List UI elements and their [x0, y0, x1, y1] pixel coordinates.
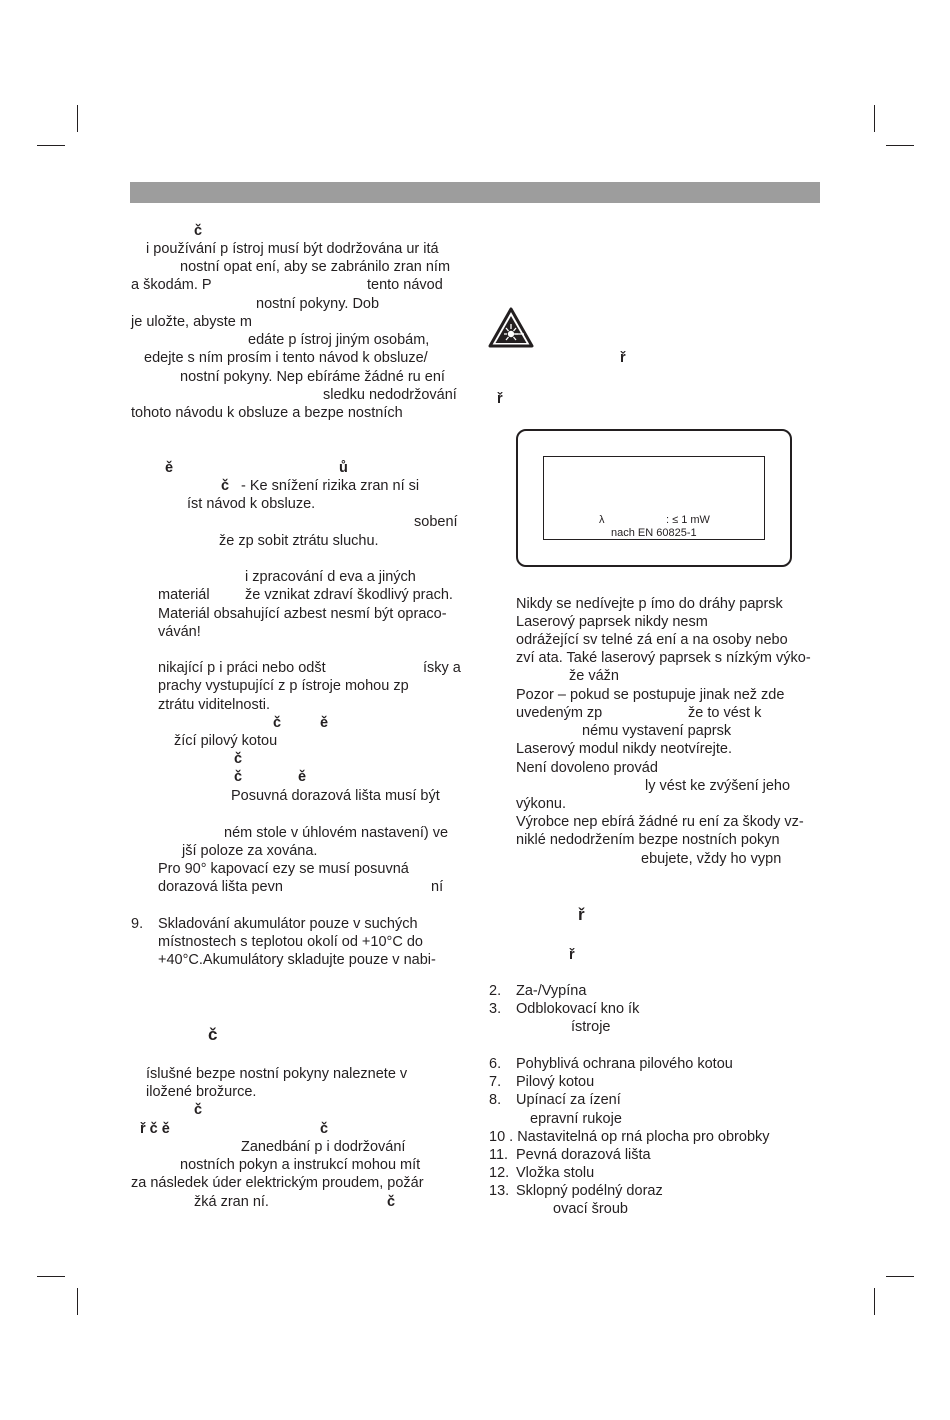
left-text-line: č [221, 478, 230, 494]
left-text-line: Materiál obsahující azbest nesmí být opraco- [158, 606, 447, 622]
left-text-line: tohoto návodu k obsluze a bezpe nostních [131, 405, 403, 421]
left-text-line: dorazová lišta pevn [158, 879, 283, 895]
crop-mark [886, 1276, 914, 1277]
crop-mark [874, 1288, 875, 1315]
left-text-line: nostní opat ení, aby se zabránilo zran ním [180, 259, 451, 275]
left-text-line: Zanedbání p i dodržování [241, 1139, 406, 1155]
right-text-line: Laserový modul nikdy neotvírejte. [516, 741, 732, 757]
right-text-line: 2. [489, 983, 502, 999]
left-text-line: ísky a [423, 660, 461, 676]
left-text-line: ř č ě [140, 1121, 170, 1137]
right-text-line: 7. [489, 1074, 502, 1090]
right-text-line: Pozor – pokud se postupuje jinak než zde [516, 687, 785, 703]
left-text-line: ní [431, 879, 444, 895]
left-text-line: nikající p i práci nebo odšt [158, 660, 326, 676]
left-text-line: ném stole v úhlovém nastavení) ve [224, 825, 449, 841]
crop-mark [77, 1288, 78, 1315]
laser-power-value: : ≤ 1 mW [666, 514, 710, 526]
left-text-line: č [273, 715, 282, 731]
right-text-line: ebujete, vždy ho vypn [641, 851, 782, 867]
left-text-line: za následek úder elektrickým proudem, požár [131, 1175, 424, 1191]
left-text-line: č [194, 223, 203, 239]
laser-wavelength-symbol: λ [599, 514, 605, 526]
left-text-line: edejte s ním prosím i tento návod k obsluze/ [144, 350, 428, 366]
left-text-line: nostní pokyny. Nep ebíráme žádné ru ení [180, 369, 445, 385]
crop-mark [37, 1276, 65, 1277]
left-text-line: i používání p ístroj musí být dodržována ur itá [146, 241, 439, 257]
crop-mark [886, 145, 914, 146]
right-text-line: ístroje [571, 1019, 611, 1035]
right-text-line: Vložka stolu [516, 1165, 595, 1181]
right-text-line: 6. [489, 1056, 502, 1072]
right-text-line: 13. [489, 1183, 510, 1199]
right-text-line: ř [569, 947, 575, 963]
laser-warning-icon [488, 307, 534, 349]
left-text-line: sledku nedodržování [323, 387, 457, 403]
right-text-line: že to vést k [688, 705, 762, 721]
left-text-line: Pro 90° kapovací ezy se musí posuvná [158, 861, 409, 877]
crop-mark [77, 105, 78, 132]
right-text-line: nému vystavení paprsk [582, 723, 732, 739]
right-text-line: Upínací za ízení [516, 1092, 621, 1108]
right-text-line: výkonu. [516, 796, 566, 812]
header-bar [130, 182, 820, 203]
right-text-line: Sklopný podélný doraz [516, 1183, 663, 1199]
right-text-line: Pevná dorazová lišta [516, 1147, 651, 1163]
left-text-line: a škodám. P [131, 277, 212, 293]
left-text-line: - Ke snížení rizika zran ní si [241, 478, 420, 494]
crop-mark [37, 145, 65, 146]
right-text-line: niklé nedodržením bezpe nostních pokyn [516, 832, 780, 848]
left-text-line: ě [320, 715, 329, 731]
left-text-line: íst návod k obsluze. [187, 496, 316, 512]
right-text-line: 8. [489, 1092, 502, 1108]
laser-standard: nach EN 60825-1 [611, 527, 697, 539]
left-text-line: váván! [158, 624, 201, 640]
right-text-line: Laserový paprsek nikdy nesm [516, 614, 708, 630]
left-text-line: že vznikat zdraví škodlivý prach. [245, 587, 453, 603]
right-text-line: odrážející sv telné zá ení a na osoby nebo [516, 632, 788, 648]
left-text-line: č [194, 1102, 203, 1118]
right-text-line: Odblokovací kno ík [516, 1001, 640, 1017]
left-text-line: i zpracování d eva a jiných [245, 569, 416, 585]
left-text-line: ě [165, 460, 174, 476]
right-text-line: Není dovoleno provád [516, 760, 658, 776]
left-text-line: místnostech s teplotou okolí od +10°C do [158, 934, 423, 950]
left-text-line: č [320, 1121, 329, 1137]
left-text-line: materiál [158, 587, 210, 603]
right-text-line: Za-/Vypína [516, 983, 587, 999]
left-text-line: nostní pokyny. Dob [256, 296, 380, 312]
right-text-line: ovací šroub [553, 1201, 628, 1217]
left-text-line: edáte p ístroj jiným osobám, [248, 332, 430, 348]
right-text-line: uvedeným zp [516, 705, 603, 721]
right-text-line: Výrobce nep ebírá žádné ru ení za škody vz- [516, 814, 804, 830]
right-text-line: že vážn [569, 668, 619, 684]
crop-mark [874, 105, 875, 132]
right-text-line: Pohyblivá ochrana pilového kotou [516, 1056, 733, 1072]
left-text-line: č [234, 769, 243, 785]
right-text-line: Nikdy se nedívejte p ímo do dráhy paprsk [516, 596, 783, 612]
left-text-line: prachy vystupující z p ístroje mohou zp [158, 678, 409, 694]
right-text-line: epravní rukoje [530, 1111, 622, 1127]
left-text-line: žící pilový kotou [174, 733, 278, 749]
right-text-line: 10 . Nastavitelná op rná plocha pro obrobky [489, 1129, 770, 1145]
left-text-line: č [208, 1025, 218, 1044]
right-text-line: Pilový kotou [516, 1074, 595, 1090]
right-text-line: zví ata. Také laserový paprsek s nízkým výko- [516, 650, 811, 666]
left-text-line: iložené brožurce. [146, 1084, 257, 1100]
left-text-line: ů [339, 460, 348, 476]
left-text-line: je uložte, abyste m [131, 314, 252, 330]
left-text-line: nostních pokyn a instrukcí mohou mít [180, 1157, 421, 1173]
left-text-line: č [234, 751, 243, 767]
left-text-line: íslušné bezpe nostní pokyny naleznete v [146, 1066, 408, 1082]
right-text-line: ly vést ke zvýšení jeho [645, 778, 791, 794]
right-text-line: ř [620, 350, 626, 366]
left-text-line: žká zran ní. [194, 1194, 269, 1210]
right-text-line: 3. [489, 1001, 502, 1017]
left-text-line: ě [298, 769, 307, 785]
left-text-line: sobení [414, 514, 458, 530]
left-text-line: tento návod [367, 277, 443, 293]
left-text-line: jší poloze za xována. [182, 843, 318, 859]
left-text-line: že zp sobit ztrátu sluchu. [219, 533, 379, 549]
left-text-line: ztrátu viditelnosti. [158, 697, 271, 713]
left-text-line: Skladování akumulátor pouze v suchých [158, 916, 418, 932]
left-text-line: Posuvná dorazová lišta musí být [231, 788, 440, 804]
right-text-line: ř [497, 391, 503, 407]
left-text-line: 9. [131, 916, 144, 932]
right-text-line: 11. [489, 1147, 509, 1163]
left-text-line: +40°C.Akumulátory skladujte pouze v nabi- [158, 952, 436, 968]
right-text-line: ř [578, 905, 585, 924]
right-text-line: 12. [489, 1165, 510, 1181]
left-text-line: č [387, 1194, 396, 1210]
